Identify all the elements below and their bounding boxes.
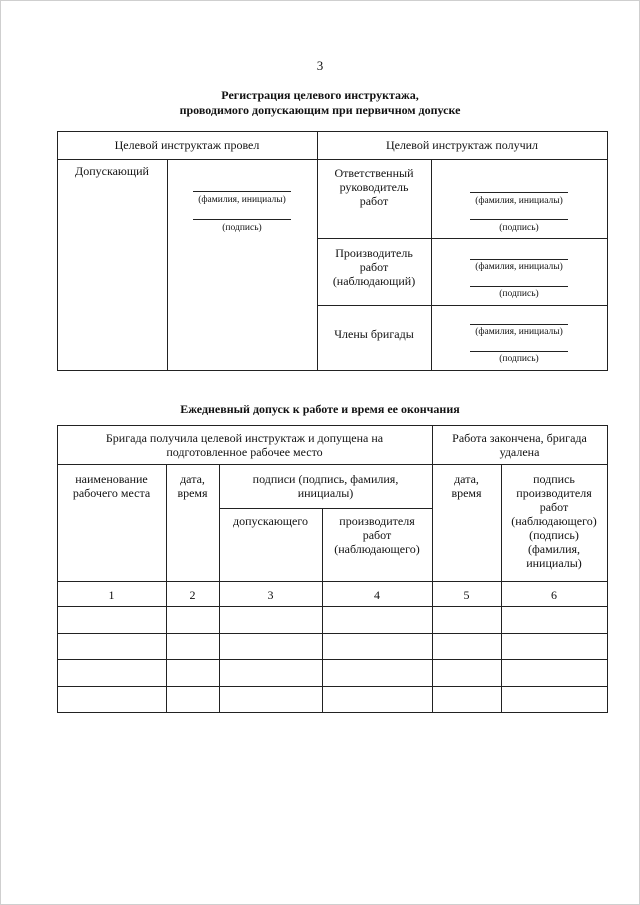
table-rule-horizontal [57, 712, 608, 713]
section1-title-line1: Регистрация целевого инструктажа, [221, 88, 419, 102]
role-work-producer: Производитель работ (наблюдающий) [332, 246, 416, 288]
table-row[interactable] [58, 660, 607, 685]
signature-line[interactable] [470, 351, 568, 352]
signature-line[interactable] [470, 192, 568, 193]
section2-title: Ежедневный допуск к работе и время ее окончания [180, 402, 460, 416]
signature-line[interactable] [470, 324, 568, 325]
role-brigade-members: Члены бригады [334, 327, 414, 341]
table-rule-horizontal [57, 581, 608, 582]
admitter-name-hint: (фамилия, инициалы) [198, 195, 286, 205]
table-rule-horizontal [57, 370, 608, 371]
table-rule-vertical [167, 159, 168, 370]
col-number-5: 5 [463, 588, 470, 602]
table-row[interactable] [58, 607, 607, 632]
members-signature-hint: (подпись) [499, 354, 539, 364]
col-header-signatures: подписи (подпись, фамилия, инициалы) [252, 472, 399, 500]
table-row[interactable] [58, 634, 607, 658]
table-rule-horizontal [57, 131, 608, 132]
col-header-end-datetime: дата, время [451, 472, 482, 500]
col-header-producer-signature: подпись производителя работ (наблюдающего) (подпись) (фамилия, инициалы) [511, 472, 597, 570]
col-header-datetime: дата, время [177, 472, 208, 500]
table-rule-vertical [607, 131, 608, 370]
table-rule-horizontal [57, 159, 608, 160]
col-number-4: 4 [374, 588, 380, 602]
section1-title-line2: проводимого допускающим при первичном допуске [179, 103, 461, 117]
members-name-hint: (фамилия, инициалы) [475, 327, 563, 337]
col-number-1: 1 [108, 588, 115, 602]
table-rule-horizontal [219, 508, 432, 509]
page-number: 3 [316, 58, 324, 73]
signature-line[interactable] [470, 259, 568, 260]
signature-line[interactable] [470, 219, 568, 220]
signature-line[interactable] [193, 191, 291, 192]
table-rule-horizontal [57, 464, 608, 465]
producer-signature-hint: (подпись) [499, 289, 539, 299]
table-rule-horizontal [57, 425, 608, 426]
producer-name-hint: (фамилия, инициалы) [475, 262, 563, 272]
admitter-signature-hint: (подпись) [222, 223, 262, 233]
col-number-6: 6 [551, 588, 557, 602]
table-row[interactable] [58, 687, 607, 711]
col-header-workplace: наименование рабочего места [72, 472, 151, 500]
group-header-admitted: Бригада получила целевой инструктаж и допущена на подготовленное рабочее место [105, 431, 384, 459]
table-rule-vertical [607, 425, 608, 712]
role-responsible-leader: Ответственный руководитель работ [334, 166, 414, 208]
signature-line[interactable] [193, 219, 291, 220]
table-rule-horizontal [317, 305, 608, 306]
col-number-2: 2 [189, 588, 196, 602]
responsible-signature-hint: (подпись) [499, 223, 539, 233]
group-header-finished: Работа закончена, бригада удалена [452, 431, 587, 459]
col-header-received: Целевой инструктаж получил [385, 138, 539, 152]
col-header-producer: производителя работ (наблюдающего) [334, 514, 420, 556]
role-admitter: Допускающий [75, 164, 149, 178]
col-header-admitter: допускающего [233, 514, 308, 528]
col-header-conducted: Целевой инструктаж провел [114, 138, 260, 152]
signature-line[interactable] [470, 286, 568, 287]
col-number-3: 3 [267, 588, 274, 602]
table-rule-horizontal [317, 238, 608, 239]
responsible-name-hint: (фамилия, инициалы) [475, 196, 563, 206]
